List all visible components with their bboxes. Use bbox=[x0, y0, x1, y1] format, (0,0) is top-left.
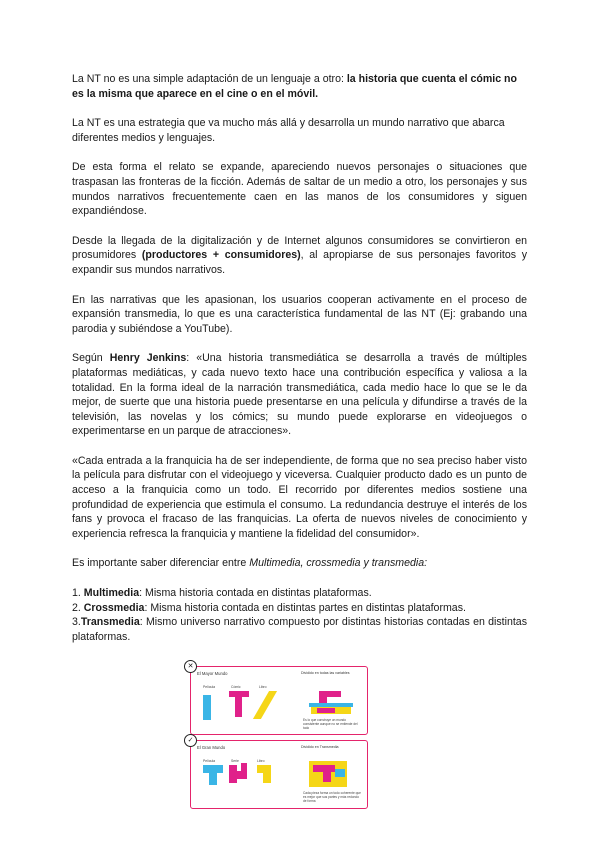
puzzle-piece bbox=[229, 765, 237, 783]
puzzle-piece bbox=[237, 771, 247, 779]
label-movie: Película bbox=[203, 685, 216, 689]
puzzle-piece bbox=[313, 765, 335, 772]
puzzle-piece bbox=[323, 772, 331, 782]
panel-subtitle: Dividido en Transmedia bbox=[301, 745, 339, 749]
puzzle-piece bbox=[317, 708, 335, 713]
panel-subtitle: Dividido en todas las variables bbox=[301, 671, 350, 675]
diagram-panel-incorrect bbox=[190, 666, 368, 735]
label-book: Libro bbox=[257, 759, 265, 763]
label-comic: Cómic bbox=[231, 685, 241, 689]
paragraph-strategy: La NT es una estrategia que va mucho más allá y desarrolla un mundo narrativo que abarca diferentes medios y lenguajes. bbox=[72, 117, 505, 144]
list-item: 1. Multimedia: Misma historia contada en distintas plataformas. bbox=[72, 587, 372, 600]
list-item: 2. Crossmedia: Misma historia contada en distintas partes en distintas plataformas. bbox=[72, 601, 466, 614]
list-item: 3.Transmedia: Mismo universo narrativo compuesto por distintas historias contadas en distintas plataformas. bbox=[72, 616, 527, 643]
panel-caption: Cada pieza forma un todo coherente que es mejor que sus partes y más redondo de forma bbox=[303, 791, 361, 803]
puzzle-piece bbox=[263, 773, 271, 783]
document-body bbox=[72, 72, 527, 644]
paragraph-users: En las narrativas que les apasionan, los usuarios cooperan activamente en el proceso de expansión transmedia, lo que es una característica fundamental de las NT (Ej: grabando una parodia y subiéndose a YouTube). bbox=[72, 293, 527, 335]
puzzle-piece bbox=[203, 765, 223, 773]
emphasis-text: la historia que cuenta el cómic no es la misma que aparece en el cine o en el móvil. bbox=[72, 73, 517, 100]
check-icon: ✓ bbox=[184, 734, 197, 747]
label-book: Libro bbox=[259, 685, 267, 689]
puzzle-piece bbox=[241, 763, 247, 771]
label-series: Serie bbox=[231, 759, 239, 763]
definitions-list bbox=[72, 586, 527, 644]
paragraph-prosumers: Desde la llegada de la digitalización y de Internet algunos consumidores se convirtieron en prosumidores (productores + consumidores), al apropiarse de sus personajes favoritos y expandir sus mundos narrativos. bbox=[72, 234, 528, 276]
puzzle-piece bbox=[253, 691, 277, 719]
puzzle-piece bbox=[257, 765, 271, 773]
panel-title: El Mayor Mundo bbox=[197, 671, 228, 676]
label-movie: Película bbox=[203, 759, 216, 763]
puzzle-piece bbox=[203, 695, 211, 720]
panel-title: El Gran Mundo bbox=[197, 745, 226, 750]
paragraph-expansion: De esta forma el relato se expande, apareciendo nuevos personajes o situaciones que traspasan las fronteras de la ficción. Además de saltar de un medio a otro, los personajes y sus mundos narrativos frecuentemente caen en las manos de los consumidores y siguen expandiéndose. bbox=[72, 161, 527, 218]
panel-caption: Es lo que construye un mundo consistente aunque no se entiende del todo bbox=[303, 718, 358, 730]
puzzle-piece bbox=[209, 773, 217, 785]
paragraph-jenkins: Según Henry Jenkins: «Una historia transmediática se desarrolla a través de múltiples plataformas mediáticas, y cada nuevo texto hace una contribución específica y valiosa a la totalidad. En la forma ideal de la narración transmediática, cada medio hace lo que se le da mejor, de suerte que una historia puede presentarse en una película y difundirse a través de la televisión, las novelas y los cómics; su mundo puede explorarse en videojuegos o experimentarse en un parque de atracciones». bbox=[72, 352, 527, 438]
paragraph-intro: La NT no es una simple adaptación de un lenguaje a otro: la historia que cuenta el cómic no es la misma que aparece en el cine o en el móvil. bbox=[72, 73, 517, 100]
puzzle-piece bbox=[235, 697, 242, 717]
diagram-panel-correct bbox=[190, 740, 368, 809]
paragraph-differentiate: Es importante saber diferenciar entre Multimedia, crossmedia y transmedia: bbox=[72, 557, 428, 570]
x-icon: ✕ bbox=[184, 660, 197, 673]
puzzle-piece bbox=[335, 769, 345, 777]
transmedia-diagram bbox=[184, 660, 372, 810]
paragraph-franchise-quote: «Cada entrada a la franquicia ha de ser independiente, de forma que no sea preciso haber visto la película para disfrutar con el videojuego y viceversa. Cualquier producto dado es un punto de acceso a la franquicia como un todo. El recorrido por diferentes medios sostiene una profundidad de experiencia que estimula el consumo. La redundancia destruye el interés de los fans y provoca el fracaso de las franquicias. La oferta de nuevos niveles de conocimiento y experiencia refresca la franquicia y mantiene la fidelidad del consumidor». bbox=[72, 454, 527, 540]
